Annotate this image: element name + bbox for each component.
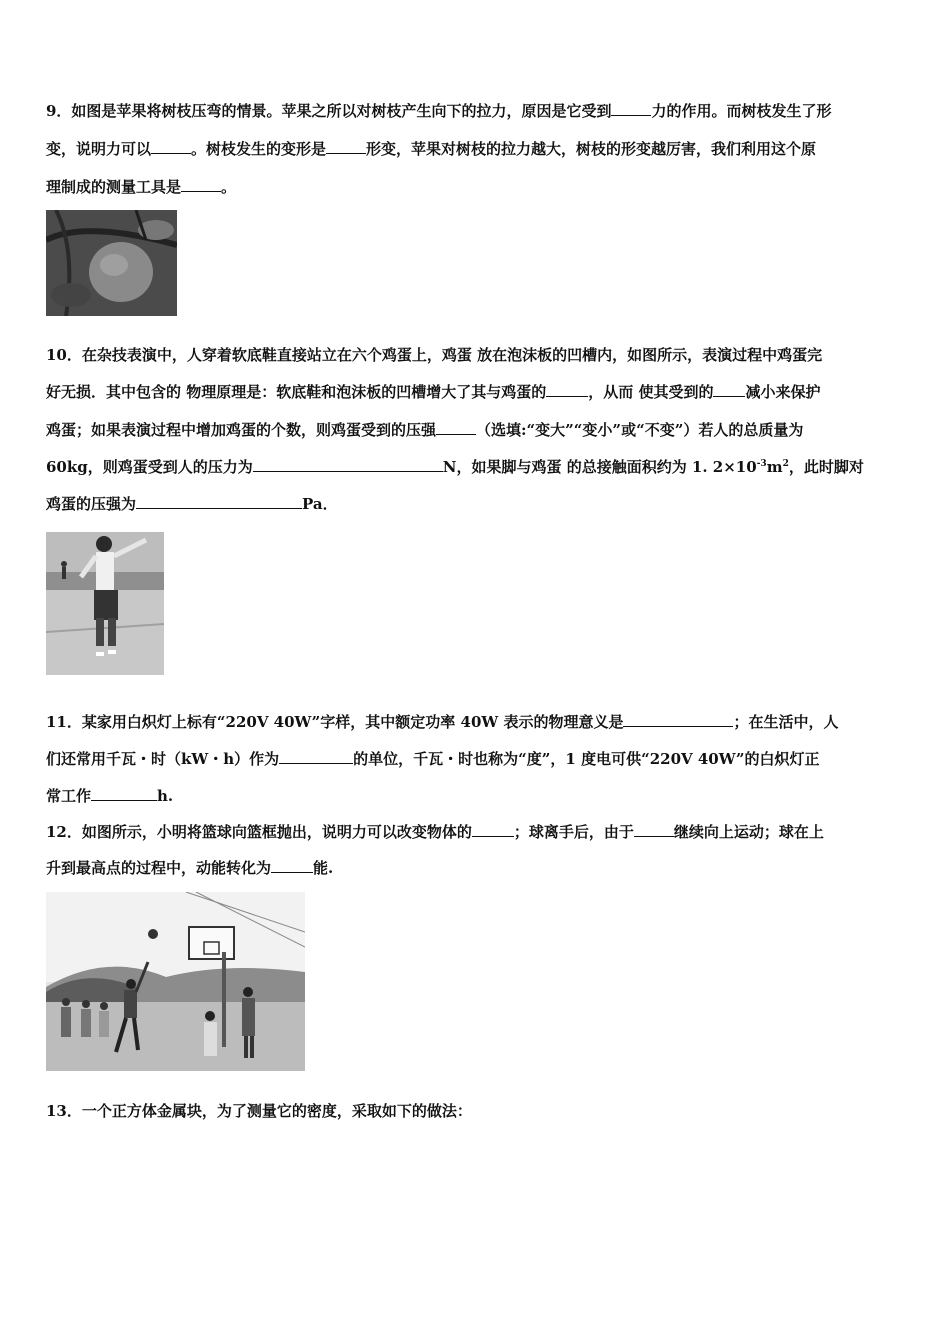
blank — [713, 382, 745, 397]
q9-line-1: 9．如图是苹果将树枝压弯的情景。苹果之所以对树枝产生向下的拉力，原因是它受到 力的作用。而树枝发生了形 — [46, 102, 832, 120]
blank — [634, 822, 674, 837]
q9-line-2: 变，说明力可以 。树枝发生的变形是 形变，苹果对树枝的拉力越大，树枝的形变越厉害，我们利用这个原 — [46, 140, 817, 158]
basketball-shot-photo — [46, 892, 305, 1071]
q12-line-1: 12．如图所示，小明将篮球向篮框抛出，说明力可以改变物体的 ；球离手后，由于 继续向上运动；球在上 — [46, 823, 824, 841]
blank — [279, 749, 353, 764]
blank — [271, 858, 313, 873]
blank — [546, 382, 588, 397]
q11-line-3: 常工作 h. — [46, 787, 174, 805]
q13-line-1: 13．一个正方体金属块，为了测量它的密度，采取如下的做法： — [46, 1102, 472, 1120]
q10-line-5: 鸡蛋的压强为 Pa． — [46, 495, 338, 513]
blank — [253, 457, 443, 472]
q10-line-3: 鸡蛋；如果表演过程中增加鸡蛋的个数，则鸡蛋受到的压强 （选填:“变大”“变小”或“不变”）若人的总质量为 — [46, 421, 804, 439]
blank — [91, 786, 157, 801]
q11-line-1: 11．某家用白炽灯上标有“220V 40W”字样，其中额定功率 40W 表示的物理意义是 ；在生活中，人 — [46, 713, 839, 731]
q10-line-1: 10．在杂技表演中，人穿着软底鞋直接站立在六个鸡蛋上，鸡蛋 放在泡沫板的凹槽内，如图所示，表演过程中鸡蛋完 — [46, 346, 823, 364]
apple-branch-photo — [46, 210, 177, 316]
q9-line-3: 理制成的测量工具是 。 — [46, 178, 237, 196]
blank — [151, 139, 191, 154]
man-standing-on-eggs-photo — [46, 532, 164, 675]
blank — [611, 101, 651, 116]
q11-line-2: 们还常用千瓦・时（kW・h）作为 的单位，千瓦・时也称为“度”，1 度电可供“220V 40W”的白炽灯正 — [46, 750, 820, 768]
blank — [472, 822, 514, 837]
blank — [326, 139, 366, 154]
blank — [136, 494, 302, 509]
q10-line-2: 好无损．其中包含的 物理原理是：软底鞋和泡沫板的凹槽增大了其与鸡蛋的 ，从而 使其受到的 减小来保护 — [46, 383, 821, 401]
blank — [436, 420, 476, 435]
blank — [623, 712, 733, 727]
q12-line-2: 升到最高点的过程中，动能转化为 能. — [46, 859, 334, 877]
q10-line-4: 60kg，则鸡蛋受到人的压力为 N，如果脚与鸡蛋 的总接触面积约为 1. $2\times 10^{-3}m^2$，此时脚对 — [46, 458, 864, 476]
blank — [181, 177, 221, 192]
